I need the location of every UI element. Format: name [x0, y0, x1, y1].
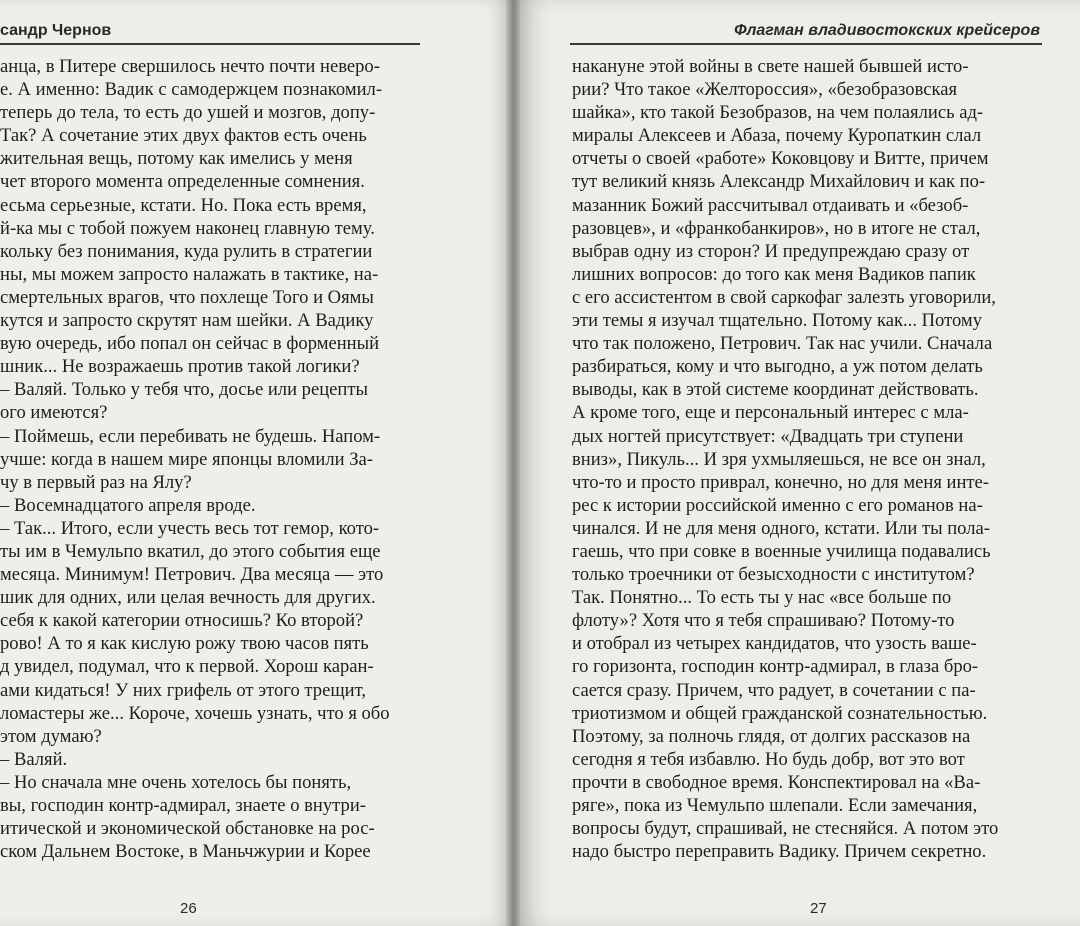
text-line: – Восемнадцатого апреля вроде. [0, 494, 256, 516]
left-running-head: сандр Чернов [0, 22, 112, 39]
text-line: – Валяй. [0, 748, 68, 770]
text-line: вниз», Пикуль... И зря ухмыляешься, не все он знал, [572, 448, 986, 470]
text-line: ты им в Чемульпо вкатил, до этого события еще [0, 540, 381, 562]
text-line: и отобрал из четырех кандидатов, что узость ваше- [572, 633, 977, 655]
text-line: флоту»? Хотя что я тебя спрашиваю? Потому-то [572, 610, 955, 632]
text-line: разбираться, кому и что выгодно, а уж потом делать [572, 356, 983, 378]
text-line: ами кидаться! У них грифель от этого трещит, [0, 679, 366, 701]
right-running-head: Флагман владивостокских крейсеров [734, 22, 1040, 39]
text-line: разовцев», и «франкобанкиров», но в итоге не стал, [572, 217, 981, 239]
left-header-rule [0, 43, 420, 45]
text-line: чинался. И не для меня одного, кстати. Или ты пола- [572, 517, 990, 539]
book-gutter [506, 0, 520, 926]
text-line: чет второго момента определенные сомнения. [0, 171, 365, 193]
text-line: есьма серьезные, кстати. Но. Пока есть время, [0, 194, 367, 216]
left-page [0, 0, 514, 926]
text-line: отчеты о своей «работе» Коковцову и Витте, причем [572, 148, 989, 170]
text-line: только троечники от безысходности с институтом? [572, 564, 975, 586]
text-line: го горизонта, господин контр-адмирал, в глаза бро- [572, 656, 979, 678]
text-line: прочти в свободное время. Конспектировал на «Ва- [572, 771, 981, 793]
text-line: чу в первый раз на Ялу? [0, 471, 192, 493]
text-line: ском Дальнем Востоке, в Маньчжурии и Корее [0, 841, 371, 863]
text-line: теперь до тела, то есть до ушей и мозгов, допу- [0, 102, 376, 124]
text-line: триотизмом и общей гражданской сознательностью. [572, 702, 988, 724]
text-line: вы, господин контр-адмирал, знаете о внутри- [0, 795, 366, 816]
text-line: накануне этой войны в свете нашей бывшей исто- [572, 56, 969, 77]
text-line: итической и экономической обстановке на рос- [0, 818, 375, 840]
text-line: – Так... Итого, если учесть весь тот гемор, кото- [0, 517, 380, 539]
text-line: ого имеются? [0, 402, 108, 424]
right-page-number: 27 [810, 900, 827, 917]
text-line: шик для одних, или целая вечность для других. [0, 587, 376, 609]
text-line: учше: когда в нашем мире японцы вломили За- [0, 448, 373, 470]
text-line: месяца. Минимум! Петрович. Два месяца — это [0, 564, 384, 586]
text-line: А кроме того, еще и персональный интерес с мла- [572, 402, 969, 424]
text-line: надо быстро переправить Вадику. Причем секретно. [572, 841, 987, 863]
text-line: рово! А то я как кислую рожу твою часов пять [0, 633, 369, 655]
text-line: жительная вещь, потому как имелись у меня [0, 148, 353, 170]
text-line: что-то и просто приврал, конечно, но для меня инте- [572, 471, 989, 493]
text-line: – Но сначала мне очень хотелось бы понять, [0, 771, 352, 793]
text-line: – Валяй. Только у тебя что, досье или рецепты [0, 379, 368, 401]
left-page-number: 26 [180, 900, 197, 917]
text-line: ломастеры же... Короче, хочешь узнать, что я обо [0, 702, 390, 724]
text-line: смертельных врагов, что похлеще Того и Оямы [0, 286, 374, 308]
text-line: миралы Алексеев и Абаза, почему Куропаткин слал [572, 125, 982, 147]
text-line: е. А именно: Вадик с самодержцем познакомил- [0, 79, 383, 101]
text-line: Так. Понятно... То есть ты у нас «все больше по [572, 587, 952, 609]
text-line: вопросы будут, спрашивай, не стесняйся. А потом это [572, 818, 999, 840]
text-line: Так? А сочетание этих двух фактов есть очень [0, 125, 367, 147]
text-line: что так положено, Петрович. Так нас учили. Сначала [572, 333, 993, 355]
text-line: анца, в Питере свершилось нечто почти неверо- [0, 56, 380, 77]
text-line: шайка», кто такой Безобразов, на чем полаялись ад- [572, 102, 984, 124]
right-page-text [572, 55, 1050, 863]
text-line: тут великий князь Александр Михайлович и как по- [572, 171, 986, 193]
text-line: вую очередь, ибо попал он сейчас в форменный [0, 333, 380, 355]
text-line: кольку без понимания, куда рулить в стратегии [0, 240, 373, 262]
text-line: этом думаю? [0, 725, 102, 747]
text-line: шник... Не возражаешь против такой логики? [0, 356, 360, 378]
text-line: сегодня я тебя избавлю. Но будь добр, вот это вот [572, 748, 965, 770]
text-line: лишних вопросов: до того как меня Вадиков папик [572, 263, 976, 285]
text-line: Поэтому, за полночь глядя, от долгих рассказов на [572, 725, 971, 747]
text-line: рии? Что такое «Желтороссия», «безобразовская [572, 79, 958, 101]
text-line: й-ка мы с тобой пожуем наконец главную тему. [0, 217, 375, 239]
right-page [514, 0, 1080, 926]
text-line: выводы, как в этой системе координат действовать. [572, 379, 979, 401]
text-line: д увидел, подумал, что к первой. Хорош каран- [0, 656, 374, 678]
text-line: ряге», пока из Чемульпо шлепали. Если замечания, [572, 795, 978, 816]
text-line: кутся и запросто скрутят нам шейки. А Вадику [0, 310, 374, 332]
right-header-rule [570, 43, 1042, 45]
text-line: эти темы я изучал тщательно. Потому как... Потому [572, 310, 982, 332]
text-line: мазанник Божий рассчитывал отдаивать и «безоб- [572, 194, 969, 216]
text-line: дых ногтей присутствует: «Двадцать три ступени [572, 425, 964, 447]
text-line: сается сразу. Причем, что радует, в сочетании с па- [572, 679, 976, 701]
text-line: ны, мы можем запросто налажать в тактике, на- [0, 263, 379, 285]
text-line: рес к истории российской именно с его романов на- [572, 494, 983, 516]
text-line: себя к какой категории относишь? Ко второй? [0, 610, 364, 632]
left-page-text [0, 55, 430, 863]
text-line: с его ассистентом в свой саркофаг залезть уговорили, [572, 286, 996, 308]
text-line: выбрав одну из сторон? И предупреждаю сразу от [572, 240, 970, 262]
text-line: – Поймешь, если перебивать не будешь. Напом- [0, 425, 381, 447]
text-line: гаешь, что при совке в военные училища подавались [572, 540, 991, 562]
